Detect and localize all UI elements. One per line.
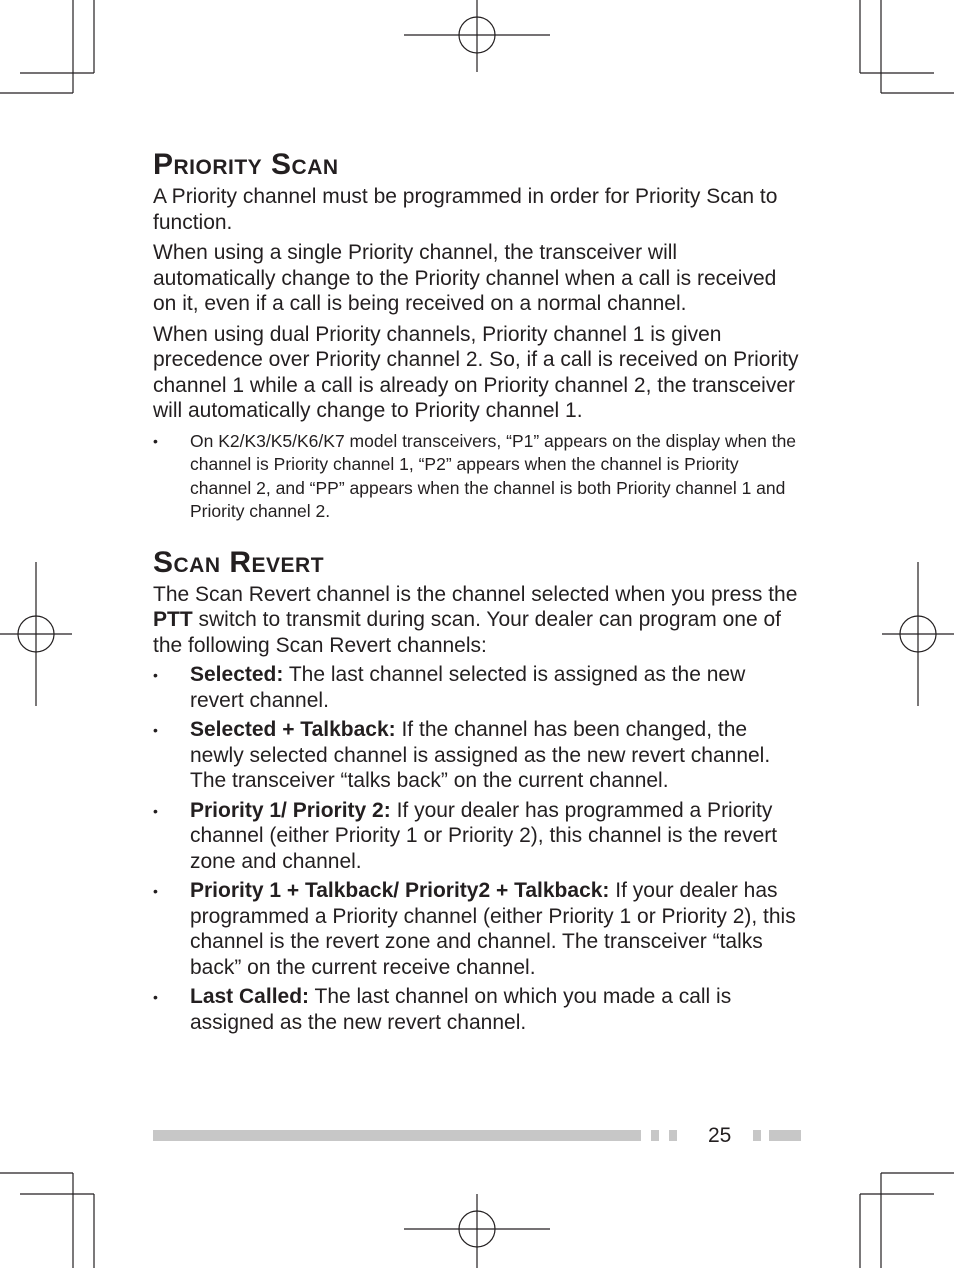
page-content: [153, 148, 803, 1039]
priority-scan-para-1: A Priority channel must be programmed in order for Priority Scan to function.: [153, 185, 778, 234]
bullet-icon: •: [153, 432, 158, 449]
bullet-icon: •: [153, 989, 158, 1005]
bullet-icon: •: [153, 802, 158, 819]
scan-revert-heading: Scan Revert: [153, 545, 325, 579]
scan-revert-intro: [153, 582, 803, 659]
option-text: The last channel selected is assigned as the new revert channel.: [190, 663, 746, 712]
option-term: Selected + Talkback:: [190, 718, 396, 741]
option-text: The last channel on which you made a call is assigned as the new revert channel.: [190, 985, 732, 1034]
option-text: If the channel has been changed, the newly selected channel is assigned as the new revert channel. The transceiver “talks back” on the current channel.: [190, 718, 771, 792]
bullet-icon: •: [153, 883, 158, 899]
footer-square: [753, 1130, 761, 1141]
option-term: Priority 1/ Priority 2:: [190, 798, 391, 822]
priority-scan-para-2: When using a single Priority channel, the transceiver will automatically change to the Priority channel when a call is received on it, even if a call is being received on a normal channel.: [153, 241, 777, 315]
footer-square: [669, 1130, 677, 1141]
list-item: [153, 662, 803, 713]
footer-bar: [769, 1130, 801, 1141]
page-number: 25: [708, 1124, 732, 1147]
option-text: If your dealer has programmed a Priority channel (either Priority 1 or Priority 2), this channel is the revert zone and channel. The transceiver “talks back” on the current receive channel.: [190, 879, 796, 979]
intro-text-a: The Scan Revert channel is the channel selected when you press the: [153, 582, 798, 606]
bullet-icon: •: [153, 667, 158, 683]
scan-revert-options: [153, 662, 803, 1035]
list-item: [153, 717, 803, 794]
footer-bar: [153, 1130, 641, 1141]
priority-scan-para-3: When using dual Priority channels, Priority channel 1 is given precedence over Priority channel 2. So, if a call is received on Priority channel 1 while a call is already on Priority channel 2, the transceiver will automatically change to Priority channel 1.: [153, 322, 799, 422]
option-term: Priority 1 + Talkback/ Priority2 + Talkback:: [190, 879, 610, 902]
page-footer: [153, 1124, 803, 1148]
list-item: [153, 984, 803, 1035]
intro-text-b: switch to transmit during scan. Your dealer can program one of the following Scan Revert channels:: [153, 608, 781, 657]
option-text: If your dealer has programmed a Priority channel (either Priority 1 or Priority 2), this channel is the revert zone and channel.: [190, 798, 778, 873]
list-item: [153, 878, 803, 980]
option-term: Last Called:: [190, 985, 310, 1008]
ptt-key-label: PTT: [153, 608, 193, 631]
note-text: On K2/K3/K5/K6/K7 model transceivers, “P1” appears on the display when the channel is Priority channel 1, “P2” appears when the channel is Priority channel 2, and “PP” appears when the channel is both Priority channel 1 and Priority channel 2.: [190, 430, 797, 521]
bullet-icon: •: [153, 722, 158, 738]
list-item: [153, 430, 803, 524]
footer-square: [651, 1130, 659, 1141]
priority-scan-notes: [153, 430, 803, 524]
option-term: Selected:: [190, 663, 284, 686]
list-item: [153, 798, 803, 875]
priority-scan-heading: Priority Scan: [153, 148, 339, 181]
